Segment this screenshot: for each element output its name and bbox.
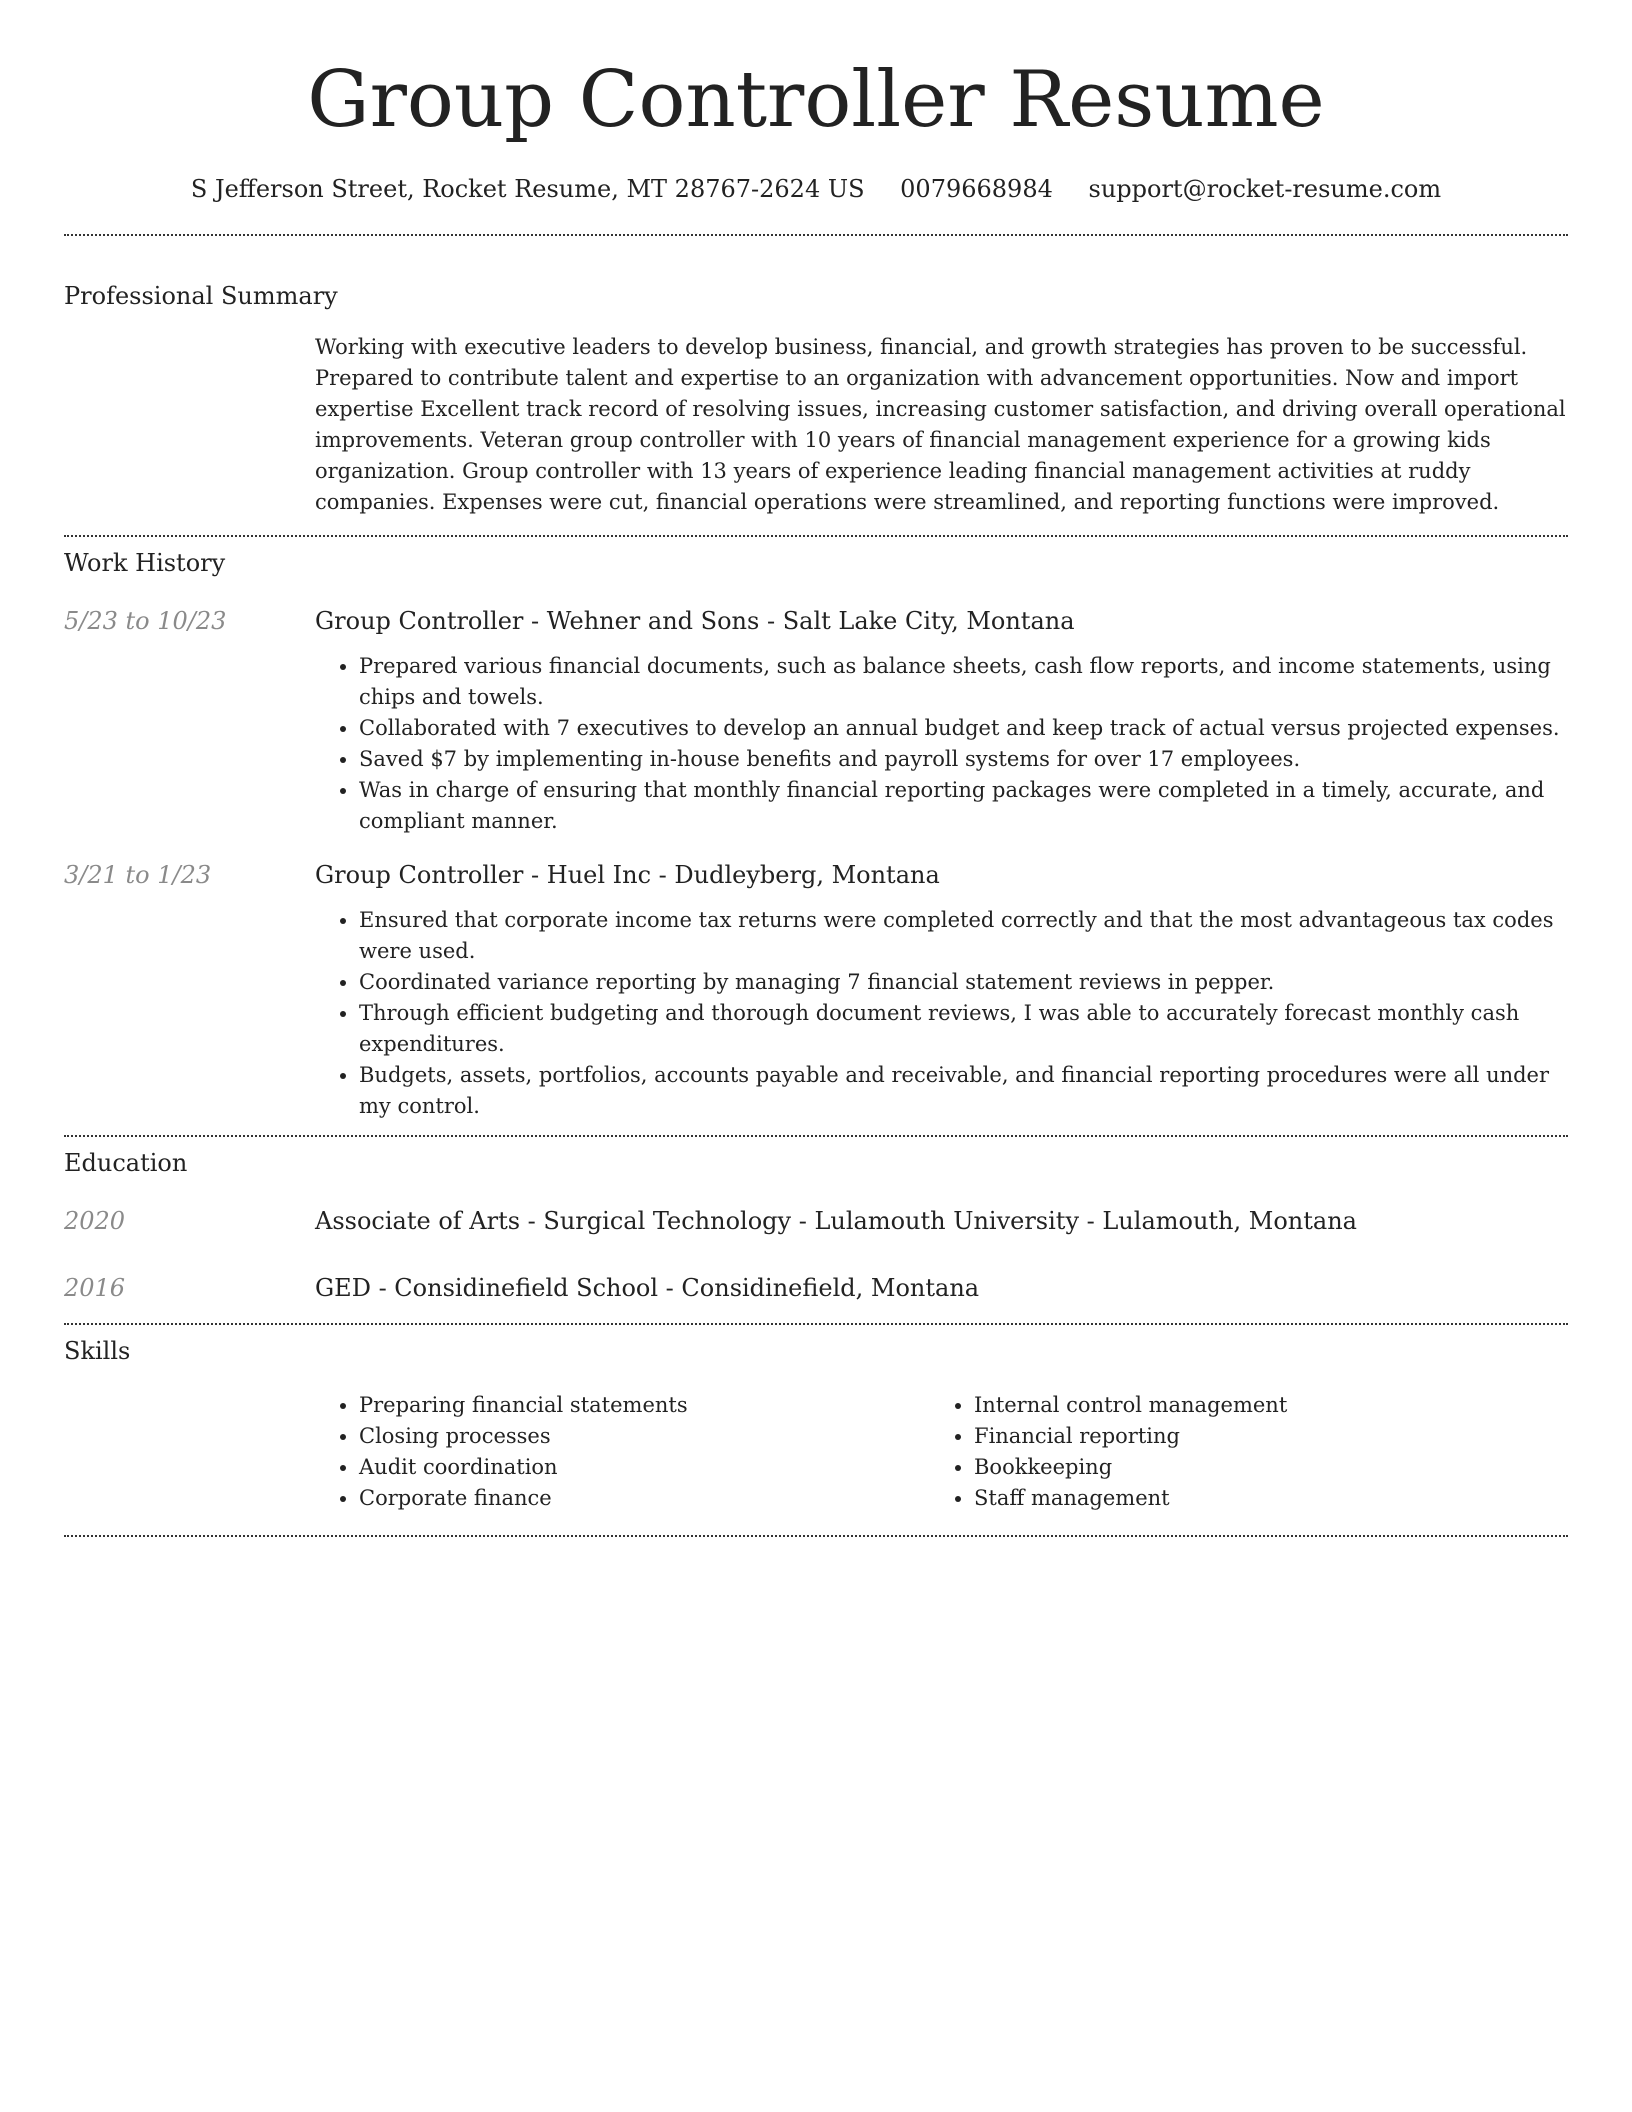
skill-item: • Closing processes — [359, 1421, 930, 1452]
job-bullet: • Coordinated variance reporting by managing 7 financial statement reviews in pepper. — [359, 967, 1568, 998]
contact-email: support@rocket-resume.com — [1088, 175, 1442, 203]
job-bullet: • Through efficient budgeting and thorough document reviews, I was able to accurately forecast monthly cash expenditures. — [359, 998, 1568, 1060]
contact-phone: 0079668984 — [900, 175, 1053, 203]
education-detail: Associate of Arts - Surgical Technology - Lulamouth University - Lulamouth, Montana — [315, 1207, 1357, 1235]
job-heading: Group Controller - Huel Inc - Dudleyberg, Montana — [315, 861, 940, 889]
skills-bullets — [930, 1390, 1545, 1514]
job-bullet: • Collaborated with 7 executives to develop an annual budget and keep track of actual versus projected expenses. — [359, 713, 1568, 744]
skills-bullets — [315, 1390, 930, 1514]
job-bullet: • Saved $7 by implementing in-house benefits and payroll systems for over 17 employees. — [359, 744, 1568, 775]
skill-item: • Internal control management — [974, 1390, 1545, 1421]
contact-line — [64, 172, 1568, 206]
job-dates: 5/23 to 10/23 — [64, 607, 227, 635]
resume-header — [64, 0, 1568, 206]
job-heading: Group Controller - Wehner and Sons - Salt Lake City, Montana — [315, 607, 1075, 635]
skills-heading: Skills — [64, 1337, 131, 1365]
work-section — [64, 537, 1568, 1122]
skills-column-left — [315, 1390, 930, 1514]
skills-column-right — [930, 1390, 1545, 1514]
skills-list — [315, 1390, 1568, 1514]
resume-title: Group Controller Resume — [307, 55, 1325, 145]
education-detail: GED - Considinefield School - Considinefield, Montana — [315, 1274, 980, 1302]
job-entry — [64, 604, 1568, 837]
education-section — [64, 1137, 1568, 1305]
summary-spacer — [64, 332, 315, 518]
skill-item: • Staff management — [974, 1483, 1545, 1514]
job-bullets — [315, 905, 1568, 1122]
job-bullet: • Budgets, assets, portfolios, accounts payable and receivable, and financial reporting procedures were all under my control. — [359, 1060, 1568, 1122]
education-heading: Education — [64, 1149, 188, 1177]
skill-item: • Financial reporting — [974, 1421, 1545, 1452]
skills-spacer — [64, 1390, 315, 1514]
education-year: 2020 — [64, 1207, 126, 1235]
skill-item: • Preparing financial statements — [359, 1390, 930, 1421]
education-year: 2016 — [64, 1274, 126, 1302]
job-dates: 3/21 to 1/23 — [64, 861, 212, 889]
skills-divider — [64, 1535, 1568, 1537]
job-bullet: • Ensured that corporate income tax returns were completed correctly and that the most advantageous tax codes were used. — [359, 905, 1568, 967]
job-entry — [64, 858, 1568, 1122]
work-heading: Work History — [64, 549, 226, 577]
skill-item: • Bookkeeping — [974, 1452, 1545, 1483]
summary-text: Working with executive leaders to develop business, financial, and growth strategies has proven to be successful. Prepared to contribute talent and expertise to an organization with advancement opportunities. Now and import expertise Excellent track record of resolving issues, increasing customer satisfaction, and driving overall operational improvements. Veteran group controller with 10 years of financial management experience for a growing kids organization. Group controller with 13 years of experience leading financial management activities at ruddy companies. Expenses were cut, financial operations were streamlined, and reporting functions were improved. — [315, 335, 1566, 514]
summary-section — [64, 236, 1568, 518]
skill-item: • Corporate finance — [359, 1483, 930, 1514]
skills-section — [64, 1325, 1568, 1514]
education-entry — [64, 1204, 1568, 1238]
contact-address: S Jefferson Street, Rocket Resume, MT 28767-2624 US — [190, 175, 865, 203]
job-bullets — [315, 651, 1568, 837]
job-bullet: • Prepared various financial documents, such as balance sheets, cash flow reports, and income statements, using chips and towels. — [359, 651, 1568, 713]
summary-heading: Professional Summary — [64, 282, 338, 310]
education-entry — [64, 1271, 1568, 1305]
job-bullet: • Was in charge of ensuring that monthly financial reporting packages were completed in a timely, accurate, and compliant manner. — [359, 775, 1568, 837]
skill-item: • Audit coordination — [359, 1452, 930, 1483]
